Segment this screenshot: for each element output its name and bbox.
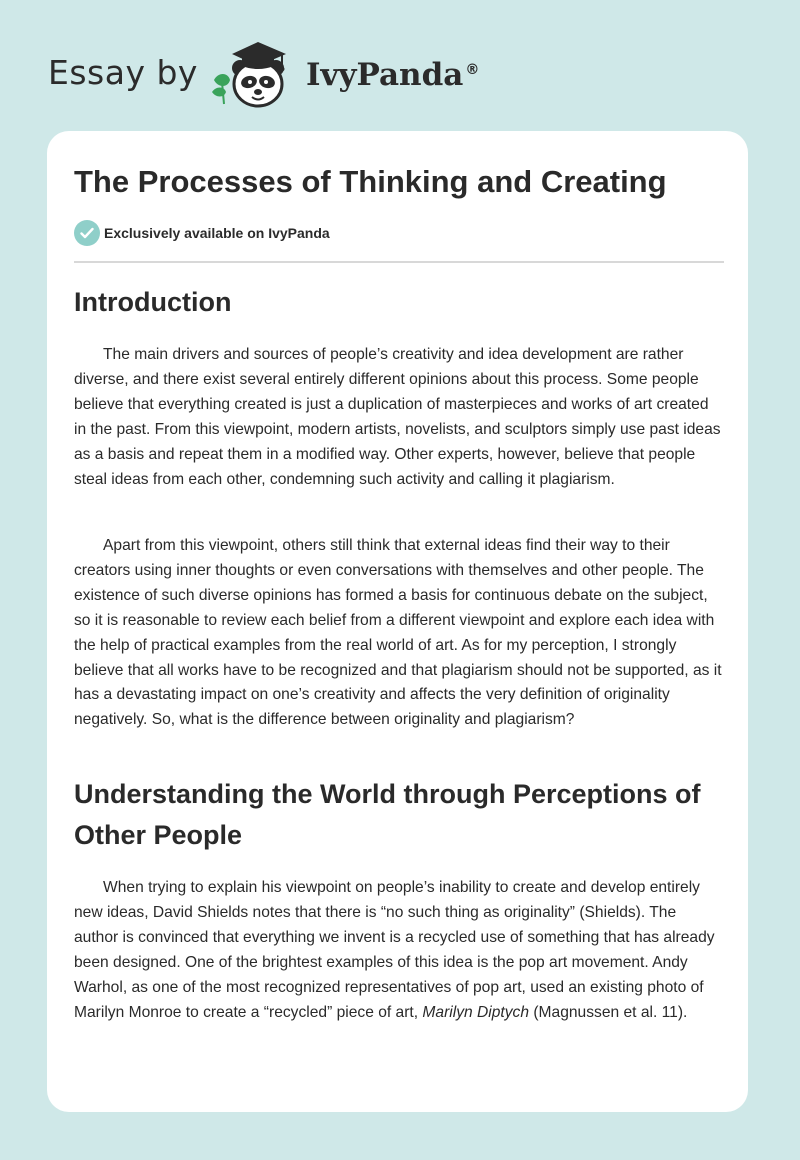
essay-card bbox=[47, 131, 748, 1112]
panda-graduation-cap-icon[interactable] bbox=[210, 34, 302, 114]
registered-mark: ® bbox=[465, 61, 480, 78]
title-divider bbox=[74, 261, 724, 263]
page-title: The Processes of Thinking and Creating bbox=[74, 164, 667, 199]
essay-by-label: Essay by bbox=[48, 52, 198, 92]
site-header bbox=[48, 34, 479, 114]
brand-name[interactable] bbox=[306, 57, 479, 93]
brand-label: IvyPanda bbox=[305, 57, 464, 93]
artwork-title: Marilyn Diptych bbox=[422, 1003, 530, 1021]
exclusive-badge bbox=[74, 220, 330, 246]
paragraph-text: When trying to explain his viewpoint on people’s inability to create and develop entirely new ideas, David Shields notes that there is “no such thing as originality” (Shields). The author is convinced that everything we invent is a recycled use of something that has already been designed. One of the brightest examples of this idea is the pop art movement. Andy Warhol, as one of the most recognized representatives of pop art, used an existing photo of Marilyn Monroe to create a “recycled” piece of art, bbox=[74, 879, 715, 1021]
paragraph: The main drivers and sources of people’s creativity and idea development are rather diverse, and there exist several entirely different opinions about this process. Some people believe that everything created is just a duplication of masterpieces and works of art created in the past. From this viewpoint, modern artists, novelists, and sculptors simply use past ideas as a basis and repeat them in a modified way. Other experts, however, believe that people steal ideas from each other, condemning such activity and calling it plagiarism. bbox=[74, 346, 721, 488]
paragraph: Apart from this viewpoint, others still think that external ideas find their way to their creators using inner thoughts or even conversations with themselves and other people. The existence of such diverse opinions has formed a basis for continuous debate on the subject, so it is reasonable to review each belief from a different viewpoint and explore each idea with the help of practical examples from the real world of art. As for my perception, I strongly believe that all works have to be recognized and that plagiarism should not be supported, as it has a devastating impact on one’s creativity and affects the very definition of originality negatively. So, what is the difference between originality and plagiarism? bbox=[74, 537, 722, 729]
check-circle-icon bbox=[74, 220, 100, 246]
badge-label: Exclusively available on IvyPanda bbox=[104, 225, 330, 241]
paragraph bbox=[74, 876, 724, 1025]
section-heading-understanding: Understanding the World through Perceptions of Other People bbox=[74, 779, 701, 850]
section-heading-introduction: Introduction bbox=[74, 287, 232, 317]
citation-text: (Magnussen et al. 11). bbox=[529, 1003, 688, 1021]
